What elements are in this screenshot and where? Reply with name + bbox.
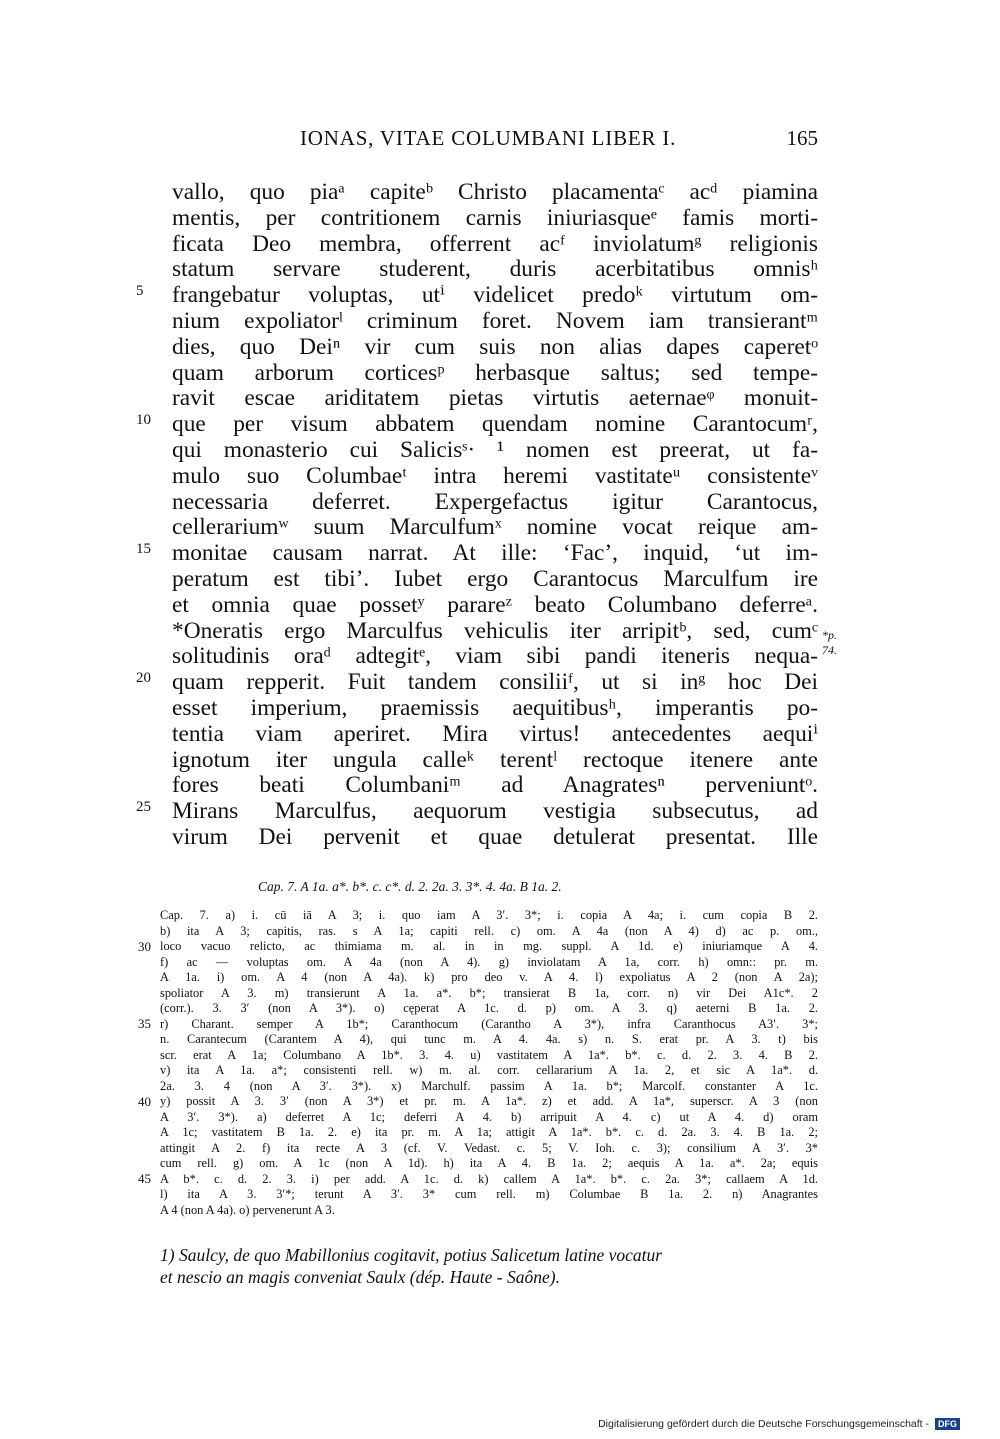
apparatus-line: scr. erat A 1a; Columbano A 1b*. 3. 4. u) vastitatem A 1a*. b*. c. d. 2. 3. 4. B 2. bbox=[160, 1047, 818, 1062]
text-line: *Oneratis ergo Marculfus vehiculis iter arripitᵇ, sed, cumᶜ bbox=[172, 617, 818, 644]
text-line: cellerariumʷ suum Marculfumˣ nomine vocat reique am- bbox=[172, 514, 818, 541]
text-line: fores beati Columbaniᵐ ad Anagratesⁿ perveniuntᵒ. bbox=[172, 772, 818, 799]
line-number: 40 bbox=[138, 1094, 151, 1109]
text-line: virum Dei pervenit et quae detulerat presentat. Ille bbox=[172, 823, 818, 850]
apparatus-line: (corr.). 3. 3′ (non A 3*). o) cęperat A 1c. d. p) om. A 3. q) aeterni B 1a. 2. bbox=[160, 1001, 818, 1015]
credit-text: Digitalisierung gefördert durch die Deutsche Forschungsgemeinschaft - bbox=[598, 1418, 929, 1430]
text-line: dies, quo Deiⁿ vir cum suis non alias dapes caperetᵒ bbox=[172, 333, 818, 360]
apparatus-line: loco vacuo relicto, ac thimiama m. al. in in mg. suppl. A 1d. e) iniuriamque A 4. bbox=[160, 939, 818, 953]
apparatus-line: r) Charant. semper A 1b*; Caranthocum (Carantho A 3*), infra Caranthocus A3′. 3*; bbox=[160, 1016, 818, 1031]
text-line: frangebatur voluptas, utⁱ videlicet predoᵏ virtutum om- bbox=[172, 282, 818, 309]
apparatus-line: 2a. 3. 4 (non A 3′. 3*). x) Marchulf. passim A 1a. b*; Marcolf. constanter A 1c. bbox=[160, 1078, 818, 1093]
text-line: statum servare studerent, duris acerbitatibus omnisʰ bbox=[172, 256, 818, 283]
footnote bbox=[160, 1244, 818, 1288]
text-line: peratum est tibi’. Iubet ergo Carantocus Marculfum ire bbox=[172, 565, 818, 592]
apparatus-line: v) ita A 1a. a*; consistenti rell. w) m. al. corr. cellararium A 1a. 2, et sic A 1a*. d. bbox=[160, 1063, 818, 1077]
line-number: 15 bbox=[136, 541, 151, 557]
apparatus-line: cum rell. g) om. A 1c (non A 1d). h) ita A 4. B 1a. 2; aequis A 1a. a*. 2a; equis bbox=[160, 1156, 818, 1170]
critical-apparatus bbox=[138, 908, 818, 1218]
text-line: quam arborum corticesᵖ herbasque saltus; sed tempe- bbox=[172, 359, 818, 386]
digitization-credit bbox=[598, 1418, 960, 1430]
text-line: quam repperit. Fuit tandem consiliiᶠ, ut si inᵍ hoc Dei bbox=[172, 669, 818, 696]
apparatus-line: A 4 (non A 4a). o) pervenerunt A 3. bbox=[160, 1202, 335, 1217]
line-number: 45 bbox=[138, 1171, 151, 1186]
apparatus-line: attingit A 2. f) ita recte A 3 (cf. V. Vedast. c. 5; V. Ioh. c. 3); consilium A 3′. 3* bbox=[160, 1140, 818, 1155]
apparatus-line: l) ita A 3. 3′*; terunt A 3′. 3* cum rell. m) Columbae B 1a. 2. n) Anagrantes bbox=[160, 1187, 818, 1201]
footnote-line: 1) Saulcy, de quo Mabillonius cogitavit, potius Salicetum latine vocatur bbox=[160, 1245, 663, 1265]
text-line: ignotum iter ungula calleᵏ terentˡ rectoque itenere ante bbox=[172, 746, 818, 773]
line-number: 10 bbox=[136, 412, 151, 428]
line-number: 25 bbox=[136, 799, 151, 815]
text-line: ravit escae ariditatem pietas virtutis aeternaeᵠ monuit- bbox=[172, 385, 818, 412]
text-line: nium expoliatorˡ criminum foret. Novem iam transierantᵐ bbox=[172, 307, 818, 334]
apparatus-line: Cap. 7. a) i. cū iā A 3; i. quo iam A 3′. 3*; i. copia A 4a; i. cum copia B 2. bbox=[160, 908, 818, 922]
apparatus-line: f) ac — voluptas om. A 4a (non A 4). g) inviolatam A 1a, corr. h) omn:: pr. m. bbox=[160, 954, 818, 969]
text-line: mulo suo Columbaeᵗ intra heremi vastitateᵘ consistenteᵛ bbox=[172, 462, 818, 489]
text-line: mentis, per contritionem carnis iniuriasqueᵉ famis morti- bbox=[172, 204, 818, 231]
apparatus-line: A 1c; vastitatem B 1a. 2. e) ita pr. m. A 1a; attigit A 1a*. b*. c. d. 2a. 3. 4. B 1a. 2; bbox=[160, 1125, 818, 1139]
chapter-sigla: Cap. 7. A 1a. a*. b*. c. c*. d. 2. 2a. 3. 3*. 4. 4a. B 1a. 2. bbox=[258, 879, 562, 894]
dfg-logo: DFG bbox=[935, 1418, 960, 1430]
apparatus-line: n. Carantecum (Carantem A 4), qui tunc m. A 4. 4a. s) n. S. erat pr. A 3. t) bis bbox=[160, 1032, 818, 1046]
line-number: 20 bbox=[136, 670, 151, 686]
text-line: vallo, quo piaᵃ capiteᵇ Christo placamentaᶜ acᵈ piamina bbox=[172, 179, 818, 205]
text-line: monitae causam narrat. At ille: ‘Fac’, inquid, ‘ut im- bbox=[172, 540, 818, 567]
line-number: 30 bbox=[138, 939, 151, 954]
line-number: 35 bbox=[138, 1016, 151, 1031]
apparatus-line: b) ita A 3; capitis, ras. s A 1a; capiti rell. c) om. A 4a (non A 4) d) ac p. om., bbox=[160, 923, 818, 938]
text-line: necessaria deferret. Expergefactus igitur Carantocus, bbox=[172, 488, 818, 515]
page-number: 165 bbox=[786, 126, 818, 150]
line-number: 5 bbox=[136, 283, 144, 299]
text-line: et omnia quae possetʸ parareᶻ beato Columbano deferreᵃ. bbox=[172, 591, 818, 618]
apparatus-line: A 1a. i) om. A 4 (non A 4a). k) pro deo v. A 4. l) expoliatus A 2 (non A 2a); bbox=[160, 970, 818, 984]
apparatus-line: A b*. c. d. 2. 3. i) per add. A 1c. d. k) callem A 1a*. b*. c. 2a. 3*; callaem A 1d. bbox=[160, 1171, 818, 1186]
footnote-line: et nescio an magis conveniat Saulx (dép. Haute - Saône). bbox=[160, 1267, 560, 1287]
margin-page-reference: *p. 74. bbox=[822, 628, 837, 657]
text-line: tentia viam aperiret. Mira virtus! antecedentes aequiⁱ bbox=[172, 720, 818, 747]
apparatus-line: spoliator A 3. m) transierunt A 1a. a*. b*; transierat B 1a, corr. n) vir Dei A1c*. 2 bbox=[160, 985, 818, 1000]
running-header bbox=[172, 126, 818, 156]
text-line: qui monasterio cui Salicisˢ· ¹ nomen est preerat, ut fa- bbox=[172, 436, 818, 463]
text-line: ficata Deo membra, offerrent acᶠ inviolatumᵍ religionis bbox=[172, 230, 818, 257]
text-line: Mirans Marculfus, aequorum vestigia subsecutus, ad bbox=[172, 798, 818, 825]
apparatus-line: A 3′. 3*). a) deferret A 1c; deferri A 4. b) arripuit A 4. c) ut A 4. d) oram bbox=[160, 1109, 818, 1124]
text-line: esset imperium, praemissis aequitibusʰ, imperantis po- bbox=[172, 694, 818, 721]
running-title: IONAS, VITAE COLUMBANI LIBER I. bbox=[300, 126, 677, 150]
text-line: solitudinis oraᵈ adtegitᵉ, viam sibi pandi iteneris nequa- bbox=[172, 643, 818, 670]
text-line: que per visum abbatem quendam nomine Carantocumʳ, bbox=[172, 411, 818, 438]
main-text bbox=[136, 179, 837, 851]
apparatus-line: y) possit A 3. 3′ (non A 3*) et pr. m. A 1a*. z) et add. A 1a*, superscr. A 3 (non bbox=[160, 1094, 818, 1108]
